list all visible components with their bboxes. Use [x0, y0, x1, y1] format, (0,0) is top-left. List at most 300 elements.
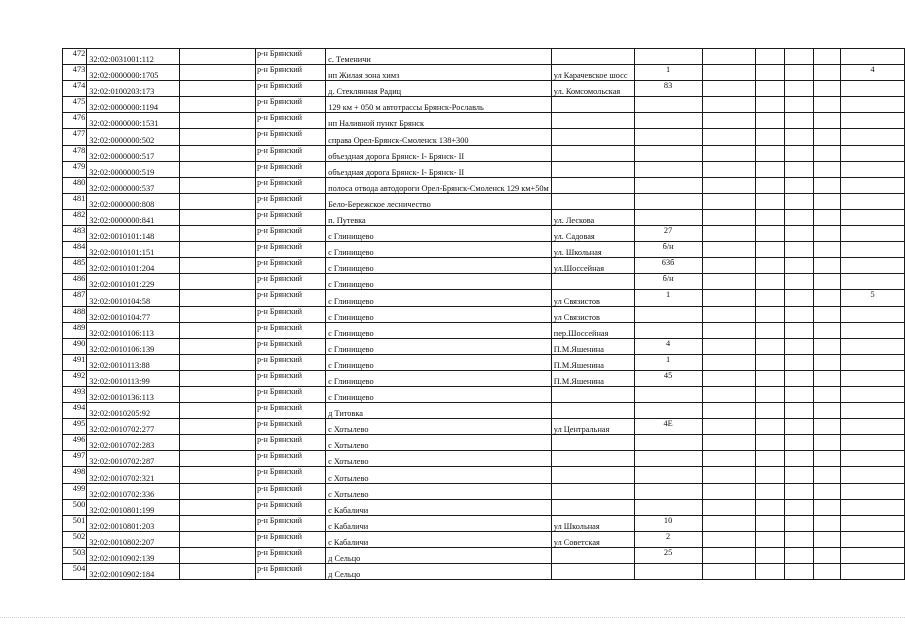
row-number: 494	[63, 403, 87, 419]
table-body	[63, 49, 905, 580]
district: р-н Брянский	[256, 403, 326, 419]
extra-value	[841, 209, 905, 225]
empty-cell	[785, 242, 814, 258]
empty-cell	[755, 531, 784, 547]
empty-cell	[785, 499, 814, 515]
empty-cell	[785, 419, 814, 435]
empty-cell	[702, 386, 755, 402]
locality: с Кабаличи	[326, 531, 552, 547]
empty-cell	[702, 209, 755, 225]
table-row	[63, 65, 905, 81]
street: ул Карачевское шосс	[551, 65, 634, 81]
empty-cell	[702, 483, 755, 499]
empty-cell	[180, 113, 256, 129]
building-number: 1	[634, 354, 702, 370]
empty-cell	[785, 129, 814, 145]
building-number	[634, 483, 702, 499]
empty-cell	[180, 354, 256, 370]
street	[551, 161, 634, 177]
locality: с Хотылево	[326, 419, 552, 435]
table-row	[63, 386, 905, 402]
cadastral-number: 32:02:0010104:77	[87, 306, 180, 322]
empty-cell	[702, 564, 755, 580]
district: р-н Брянский	[256, 97, 326, 113]
row-number: 482	[63, 209, 87, 225]
table-row	[63, 49, 905, 65]
locality: с Глинищево	[326, 322, 552, 338]
street	[551, 483, 634, 499]
empty-cell	[785, 338, 814, 354]
locality: с Глинищево	[326, 338, 552, 354]
empty-cell	[814, 435, 841, 451]
locality: с Кабаличи	[326, 499, 552, 515]
empty-cell	[814, 242, 841, 258]
empty-cell	[702, 306, 755, 322]
building-number: б/н	[634, 242, 702, 258]
empty-cell	[785, 403, 814, 419]
empty-cell	[755, 467, 784, 483]
table-row	[63, 113, 905, 129]
empty-cell	[814, 290, 841, 306]
street	[551, 499, 634, 515]
empty-cell	[755, 483, 784, 499]
street: ул. Садовая	[551, 226, 634, 242]
row-number: 501	[63, 515, 87, 531]
empty-cell	[702, 242, 755, 258]
table-row	[63, 97, 905, 113]
locality: с Глинищево	[326, 370, 552, 386]
row-number: 504	[63, 564, 87, 580]
empty-cell	[755, 258, 784, 274]
locality: 129 км + 050 м автотрассы Брянск-Рославль	[326, 97, 552, 113]
district: р-н Брянский	[256, 209, 326, 225]
cadastral-number: 32:02:0000000:517	[87, 145, 180, 161]
cadastral-number: 32:02:0010113:99	[87, 370, 180, 386]
empty-cell	[702, 403, 755, 419]
building-number: 1	[634, 65, 702, 81]
street	[551, 97, 634, 113]
cadastral-number: 32:02:0010702:283	[87, 435, 180, 451]
table-row	[63, 338, 905, 354]
street	[551, 113, 634, 129]
building-number	[634, 467, 702, 483]
empty-cell	[814, 49, 841, 65]
street	[551, 145, 634, 161]
row-number: 497	[63, 451, 87, 467]
empty-cell	[702, 49, 755, 65]
street	[551, 403, 634, 419]
empty-cell	[814, 451, 841, 467]
table-row	[63, 177, 905, 193]
locality: полоса отвода автодороги Орел-Брянск-Смоленск 129 км+50м	[326, 177, 552, 193]
locality: п. Путевка	[326, 209, 552, 225]
extra-value	[841, 113, 905, 129]
building-number: 10	[634, 515, 702, 531]
table-row	[63, 81, 905, 97]
building-number	[634, 322, 702, 338]
district: р-н Брянский	[256, 242, 326, 258]
street: ул Центральная	[551, 419, 634, 435]
empty-cell	[702, 226, 755, 242]
empty-cell	[814, 177, 841, 193]
extra-value	[841, 483, 905, 499]
cadastral-number: 32:02:0010902:139	[87, 547, 180, 563]
row-number: 485	[63, 258, 87, 274]
row-number: 477	[63, 129, 87, 145]
empty-cell	[180, 274, 256, 290]
locality: д. Стеклянная Радиц	[326, 81, 552, 97]
building-number: 45	[634, 370, 702, 386]
empty-cell	[755, 97, 784, 113]
empty-cell	[755, 403, 784, 419]
empty-cell	[814, 547, 841, 563]
empty-cell	[785, 226, 814, 242]
empty-cell	[814, 483, 841, 499]
table-row	[63, 322, 905, 338]
table-row	[63, 451, 905, 467]
locality: с Глинищево	[326, 242, 552, 258]
empty-cell	[180, 483, 256, 499]
empty-cell	[814, 419, 841, 435]
row-number: 483	[63, 226, 87, 242]
empty-cell	[702, 515, 755, 531]
district: р-н Брянский	[256, 564, 326, 580]
cadastral-number: 32:02:0010902:184	[87, 564, 180, 580]
street: ул Советская	[551, 531, 634, 547]
empty-cell	[785, 483, 814, 499]
empty-cell	[180, 531, 256, 547]
building-number: 63б	[634, 258, 702, 274]
table-row	[63, 419, 905, 435]
extra-value	[841, 322, 905, 338]
empty-cell	[180, 419, 256, 435]
table-row	[63, 547, 905, 563]
empty-cell	[180, 467, 256, 483]
building-number	[634, 451, 702, 467]
empty-cell	[755, 499, 784, 515]
empty-cell	[180, 145, 256, 161]
extra-value	[841, 161, 905, 177]
street	[551, 193, 634, 209]
empty-cell	[814, 386, 841, 402]
extra-value	[841, 258, 905, 274]
empty-cell	[785, 49, 814, 65]
empty-cell	[180, 306, 256, 322]
building-number: 4Е	[634, 419, 702, 435]
empty-cell	[702, 354, 755, 370]
empty-cell	[785, 467, 814, 483]
extra-value	[841, 306, 905, 322]
locality: д Сельцо	[326, 564, 552, 580]
empty-cell	[180, 193, 256, 209]
empty-cell	[814, 209, 841, 225]
empty-cell	[180, 564, 256, 580]
cadastral-number: 32:02:0010101:148	[87, 226, 180, 242]
cadastral-number: 32:02:0000000:519	[87, 161, 180, 177]
street: ул. Лескова	[551, 209, 634, 225]
empty-cell	[785, 113, 814, 129]
row-number: 489	[63, 322, 87, 338]
cadastral-number: 32:02:0010101:151	[87, 242, 180, 258]
district: р-н Брянский	[256, 193, 326, 209]
empty-cell	[755, 65, 784, 81]
street: ул. Школьная	[551, 242, 634, 258]
district: р-н Брянский	[256, 322, 326, 338]
street	[551, 451, 634, 467]
empty-cell	[814, 274, 841, 290]
district: р-н Брянский	[256, 65, 326, 81]
empty-cell	[785, 451, 814, 467]
empty-cell	[702, 338, 755, 354]
extra-value	[841, 370, 905, 386]
empty-cell	[702, 274, 755, 290]
table-row	[63, 564, 905, 580]
cadastral-number: 32:02:0010106:113	[87, 322, 180, 338]
building-number: 27	[634, 226, 702, 242]
empty-cell	[755, 81, 784, 97]
empty-cell	[755, 370, 784, 386]
building-number	[634, 97, 702, 113]
extra-value	[841, 129, 905, 145]
row-number: 491	[63, 354, 87, 370]
row-number: 486	[63, 274, 87, 290]
extra-value: 4	[841, 65, 905, 81]
empty-cell	[702, 322, 755, 338]
row-number: 498	[63, 467, 87, 483]
locality: д Сельцо	[326, 547, 552, 563]
district: р-н Брянский	[256, 370, 326, 386]
row-number: 472	[63, 49, 87, 65]
table-row	[63, 483, 905, 499]
empty-cell	[702, 467, 755, 483]
locality: объездная дорога Брянск- I- Брянск- II	[326, 161, 552, 177]
cadastral-number: 32:02:0031001:112	[87, 49, 180, 65]
table-row	[63, 403, 905, 419]
empty-cell	[180, 129, 256, 145]
empty-cell	[180, 81, 256, 97]
table-row	[63, 258, 905, 274]
empty-cell	[755, 129, 784, 145]
building-number	[634, 145, 702, 161]
extra-value	[841, 515, 905, 531]
empty-cell	[755, 306, 784, 322]
cadastral-number: 32:02:0010205:92	[87, 403, 180, 419]
row-number: 484	[63, 242, 87, 258]
empty-cell	[814, 515, 841, 531]
building-number: 83	[634, 81, 702, 97]
building-number	[634, 113, 702, 129]
locality: с Хотылево	[326, 451, 552, 467]
street: ул.Шоссейная	[551, 258, 634, 274]
building-number	[634, 306, 702, 322]
empty-cell	[785, 258, 814, 274]
empty-cell	[702, 145, 755, 161]
empty-cell	[180, 515, 256, 531]
empty-cell	[702, 129, 755, 145]
cadastral-number: 32:02:0010801:199	[87, 499, 180, 515]
cadastral-number: 32:02:0010802:207	[87, 531, 180, 547]
empty-cell	[702, 531, 755, 547]
empty-cell	[814, 193, 841, 209]
district: р-н Брянский	[256, 258, 326, 274]
empty-cell	[785, 209, 814, 225]
street: ул Связистов	[551, 290, 634, 306]
empty-cell	[785, 370, 814, 386]
empty-cell	[785, 161, 814, 177]
locality: объездная дорога Брянск- I- Брянск- II	[326, 145, 552, 161]
row-number: 488	[63, 306, 87, 322]
extra-value	[841, 499, 905, 515]
locality: с Глинищево	[326, 258, 552, 274]
empty-cell	[755, 274, 784, 290]
cadastral-number: 32:02:0000000:841	[87, 209, 180, 225]
table-row	[63, 467, 905, 483]
table-row	[63, 354, 905, 370]
empty-cell	[180, 338, 256, 354]
row-number: 475	[63, 97, 87, 113]
empty-cell	[785, 81, 814, 97]
table-row	[63, 242, 905, 258]
building-number: 2	[634, 531, 702, 547]
extra-value	[841, 177, 905, 193]
extra-value	[841, 403, 905, 419]
cadastral-number: 32:02:0010101:204	[87, 258, 180, 274]
cadastral-number: 32:02:0010702:336	[87, 483, 180, 499]
empty-cell	[785, 274, 814, 290]
empty-cell	[755, 419, 784, 435]
table-row	[63, 274, 905, 290]
street	[551, 564, 634, 580]
empty-cell	[702, 499, 755, 515]
empty-cell	[180, 226, 256, 242]
empty-cell	[785, 177, 814, 193]
extra-value	[841, 274, 905, 290]
cadastral-number: 32:02:0100203:173	[87, 81, 180, 97]
district: р-н Брянский	[256, 113, 326, 129]
cadastral-number: 32:02:0010136:113	[87, 386, 180, 402]
empty-cell	[702, 81, 755, 97]
empty-cell	[785, 193, 814, 209]
street	[551, 386, 634, 402]
extra-value	[841, 49, 905, 65]
empty-cell	[814, 467, 841, 483]
building-number	[634, 177, 702, 193]
district: р-н Брянский	[256, 435, 326, 451]
row-number: 503	[63, 547, 87, 563]
empty-cell	[785, 547, 814, 563]
extra-value	[841, 97, 905, 113]
cadastral-number: 32:02:0010702:277	[87, 419, 180, 435]
empty-cell	[180, 403, 256, 419]
building-number	[634, 129, 702, 145]
empty-cell	[755, 242, 784, 258]
street	[551, 547, 634, 563]
table-row	[63, 515, 905, 531]
row-number: 495	[63, 419, 87, 435]
locality: нп Жилая зона химз	[326, 65, 552, 81]
locality: с Хотылево	[326, 467, 552, 483]
table-row	[63, 370, 905, 386]
building-number: 1	[634, 290, 702, 306]
locality: с Глинищево	[326, 290, 552, 306]
empty-cell	[755, 193, 784, 209]
empty-cell	[180, 547, 256, 563]
street	[551, 177, 634, 193]
district: р-н Брянский	[256, 274, 326, 290]
street: ул Связистов	[551, 306, 634, 322]
cadastral-table	[62, 48, 905, 580]
row-number: 499	[63, 483, 87, 499]
locality: нп Наливной пункт Брянск	[326, 113, 552, 129]
empty-cell	[755, 354, 784, 370]
empty-cell	[814, 531, 841, 547]
empty-cell	[785, 65, 814, 81]
cadastral-number: 32:02:0010101:229	[87, 274, 180, 290]
street	[551, 49, 634, 65]
empty-cell	[814, 499, 841, 515]
locality: с Глинищево	[326, 226, 552, 242]
extra-value	[841, 467, 905, 483]
empty-cell	[180, 451, 256, 467]
district: р-н Брянский	[256, 451, 326, 467]
empty-cell	[702, 161, 755, 177]
district: р-н Брянский	[256, 419, 326, 435]
table-row	[63, 161, 905, 177]
cadastral-number: 32:02:0010801:203	[87, 515, 180, 531]
cadastral-number: 32:02:0000000:1194	[87, 97, 180, 113]
table-row	[63, 193, 905, 209]
extra-value	[841, 435, 905, 451]
empty-cell	[814, 113, 841, 129]
empty-cell	[755, 113, 784, 129]
extra-value	[841, 354, 905, 370]
locality: с Кабаличи	[326, 515, 552, 531]
empty-cell	[785, 515, 814, 531]
building-number: 4	[634, 338, 702, 354]
empty-cell	[180, 499, 256, 515]
locality: д Титовка	[326, 403, 552, 419]
empty-cell	[785, 564, 814, 580]
empty-cell	[755, 209, 784, 225]
street	[551, 129, 634, 145]
empty-cell	[755, 451, 784, 467]
empty-cell	[702, 290, 755, 306]
building-number	[634, 209, 702, 225]
empty-cell	[180, 97, 256, 113]
district: р-н Брянский	[256, 226, 326, 242]
empty-cell	[755, 49, 784, 65]
locality: с. Теменичи	[326, 49, 552, 65]
table-row	[63, 306, 905, 322]
district: р-н Брянский	[256, 531, 326, 547]
street: П.М.Яшенина	[551, 370, 634, 386]
district: р-н Брянский	[256, 386, 326, 402]
empty-cell	[702, 370, 755, 386]
table-row	[63, 209, 905, 225]
table-row	[63, 499, 905, 515]
district: р-н Брянский	[256, 547, 326, 563]
empty-cell	[702, 451, 755, 467]
cadastral-number: 32:02:0010702:321	[87, 467, 180, 483]
district: р-н Брянский	[256, 177, 326, 193]
empty-cell	[702, 193, 755, 209]
row-number: 487	[63, 290, 87, 306]
empty-cell	[814, 145, 841, 161]
empty-cell	[180, 370, 256, 386]
empty-cell	[180, 386, 256, 402]
empty-cell	[785, 145, 814, 161]
row-number: 480	[63, 177, 87, 193]
